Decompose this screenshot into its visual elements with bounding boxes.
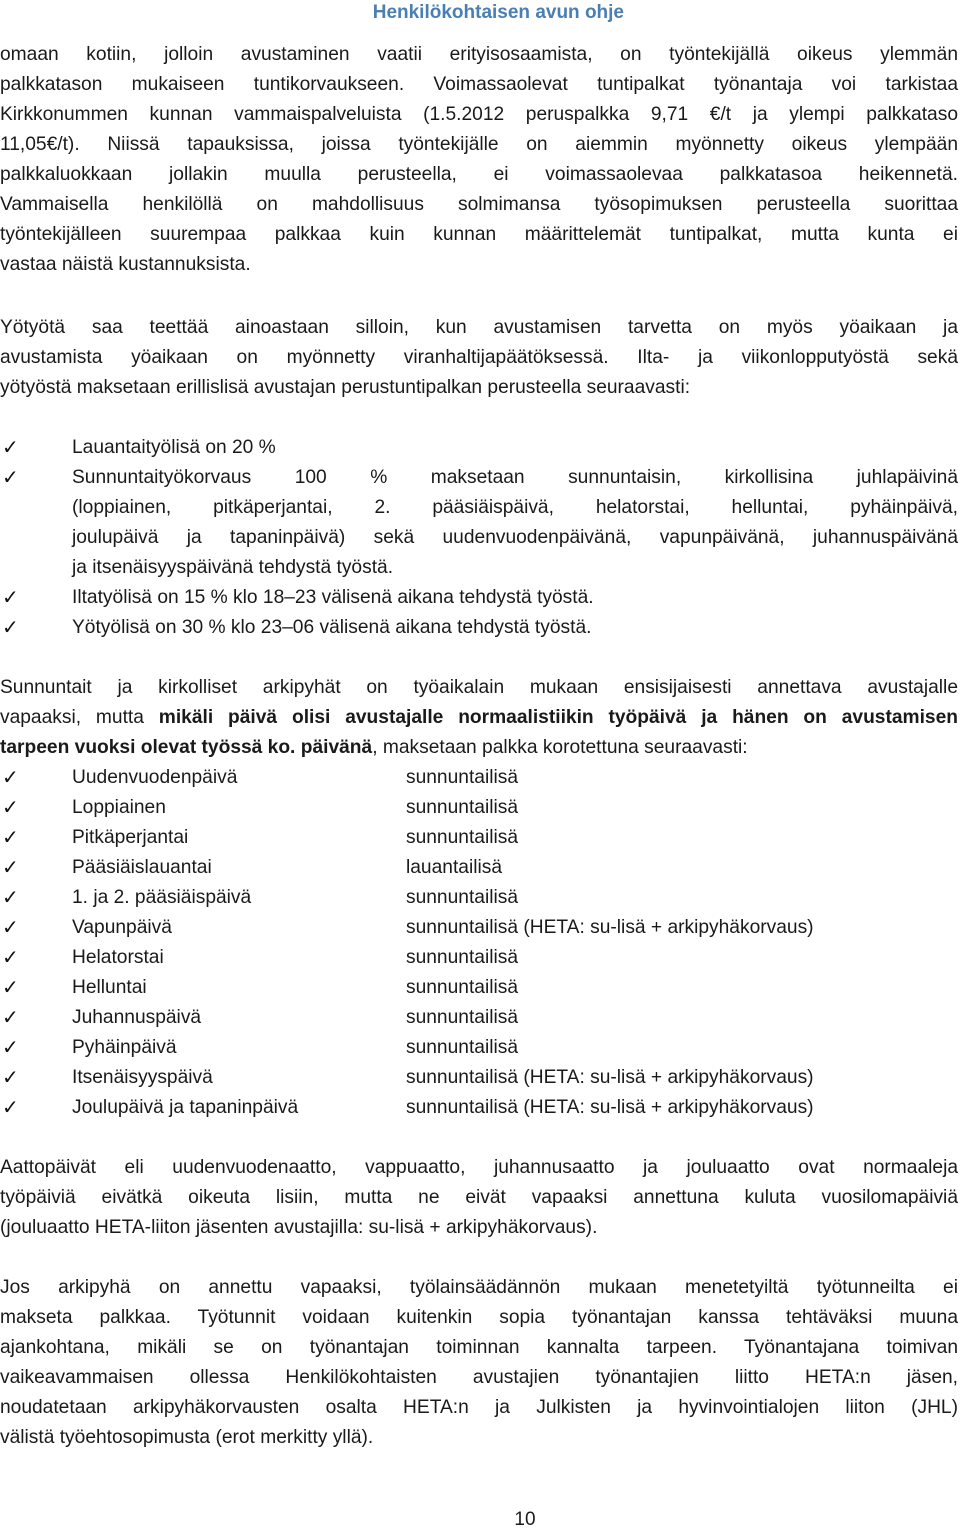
checklist-item [72, 583, 958, 613]
checklist-item [72, 433, 958, 463]
holiday-name: Itsenäisyyspäivä [72, 1067, 213, 1088]
para5-line: makseta palkkaa. Työtunnit voidaan kuitenkin sopia työnantajan kanssa tehtäväksi muuna [0, 1307, 958, 1328]
holiday-name: Vapunpäivä [72, 917, 172, 938]
checkmark-icon: ✓ [2, 827, 19, 849]
page-number: 10 [514, 1509, 536, 1530]
holiday-name: Pääsiäislauantai [72, 857, 212, 878]
holiday-supplement: sunnuntailisä [406, 827, 519, 848]
holiday-supplement: sunnuntailisä [406, 947, 519, 968]
holiday-name: Loppiainen [72, 797, 166, 818]
document-header-title: Henkilökohtaisen avun ohje [372, 2, 624, 23]
checklist-item-line: Sunnuntaityökorvaus 100 % maksetaan sunnuntaisin, kirkollisina juhlapäivinä [72, 467, 958, 488]
holiday-supplement: sunnuntailisä (HETA: su-lisä + arkipyhäkorvaus) [406, 917, 814, 938]
checkmark-icon: ✓ [2, 887, 19, 909]
holiday-supplement: sunnuntailisä (HETA: su-lisä + arkipyhäkorvaus) [406, 1097, 814, 1118]
holiday-name: Pitkäperjantai [72, 827, 189, 848]
para1-line: 11,05€/t). Niissä tapauksissa, joissa työntekijälle on aiemmin myönnetty oikeus ylempään [0, 134, 958, 155]
para3-line2-bold: mikäli päivä olisi avustajalle normaalistiikin työpäivä ja hänen on avustamisen [158, 707, 958, 728]
para5-line: välistä työehtosopimusta (erot merkitty yllä). [0, 1427, 374, 1448]
para1-line: Vammaisella henkilöllä on mahdollisuus solmimansa työsopimuksen perusteella suorittaa [0, 194, 958, 215]
checkmark-icon: ✓ [2, 587, 19, 609]
paragraph-night-work [0, 313, 958, 403]
checkmark-icon: ✓ [2, 767, 19, 789]
para3-line2: vapaaksi, mutta mikäli päivä olisi avustajalle normaalistiikin työpäivä ja hänen on avustamisen [0, 707, 958, 728]
para4-line: (jouluaatto HETA-liiton jäsenten avustajilla: su-lisä + arkipyhäkorvaus). [0, 1217, 598, 1238]
holiday-supplement: sunnuntailisä [406, 977, 519, 998]
checkmark-icon: ✓ [2, 1097, 19, 1119]
holiday-name: Helatorstai [72, 947, 164, 968]
checkmark-icon: ✓ [2, 947, 19, 969]
holiday-supplement: sunnuntailisä [406, 1037, 519, 1058]
para2-line: Yötyötä saa teettää ainoastaan silloin, kun avustamisen tarvetta on myös yöaikaan ja [0, 317, 958, 338]
holiday-supplement: sunnuntailisä [406, 887, 519, 908]
holiday-name: 1. ja 2. pääsiäispäivä [72, 887, 252, 908]
para5-line: ajankohtana, mikäli se on työnantajan toiminnan kannalta tarpeen. Työnantajana toimivan [0, 1337, 958, 1358]
checklist-item [72, 613, 958, 643]
checkmark-icon: ✓ [2, 437, 19, 459]
checkmark-icon: ✓ [2, 1007, 19, 1029]
checklist-item-line: joulupäivä ja tapaninpäivä) sekä uudenvuodenpäivänä, vapunpäivänä, juhannuspäivänä [72, 527, 958, 548]
checkmark-icon: ✓ [2, 467, 19, 489]
para5-line: noudatetaan arkipyhäkorvausten osalta HETA:n ja Julkisten ja hyvinvointialojen liiton (JHL) [0, 1397, 958, 1418]
para5-line: vaikeavammaisen ollessa Henkilökohtaisten avustajien työnantajien liitto HETA:n jäsen, [0, 1367, 958, 1388]
para1-line: omaan kotiin, jolloin avustaminen vaatii erityisosaamista, on työntekijällä oikeus ylemmän [0, 44, 958, 65]
para2-line: avustamista yöaikaan on myönnetty viranhaltijapäätöksessä. Ilta- ja viikonlopputyöstä sekä [0, 347, 958, 368]
holiday-supplement: sunnuntailisä [406, 797, 519, 818]
holiday-supplement: sunnuntailisä [406, 767, 519, 788]
holiday-name: Helluntai [72, 977, 147, 998]
checkmark-icon: ✓ [2, 917, 19, 939]
para4-line: Aattopäivät eli uudenvuodenaatto, vappuaatto, juhannusaatto ja jouluaatto ovat normaaleja [0, 1157, 958, 1178]
checkmark-icon: ✓ [2, 617, 19, 639]
para1-line: palkkatason mukaiseen tuntikorvaukseen. Voimassaolevat tuntipalkat työnantaja voi tarkistaa [0, 74, 958, 95]
holiday-supplement: sunnuntailisä [406, 1007, 519, 1028]
para1-line: palkkaluokkaan jollakin muulla perusteella, ei voimassaolevaa palkkatasoa heikennetä. [0, 164, 958, 185]
paragraph-eves [0, 1153, 958, 1243]
holiday-name: Uudenvuodenpäivä [72, 767, 238, 788]
checkmark-icon: ✓ [2, 1037, 19, 1059]
para5-line: Jos arkipyhä on annettu vapaaksi, työlainsäädännön mukaan menetetyiltä työtunneilta ei [0, 1277, 958, 1298]
para1-line: vastaa näistä kustannuksista. [0, 254, 251, 275]
checkmark-icon: ✓ [2, 977, 19, 999]
holiday-name: Juhannuspäivä [72, 1007, 202, 1028]
para3-line3: tarpeen vuoksi olevat työssä ko. päivänä, maksetaan palkka korotettuna seuraavasti: [0, 737, 748, 758]
holiday-supplement: sunnuntailisä (HETA: su-lisä + arkipyhäkorvaus) [406, 1067, 814, 1088]
para4-line: työpäiviä eivätkä oikeuta lisiin, mutta ne eivät vapaaksi annettuna kuluta vuosilomapäiviä [0, 1187, 958, 1208]
checkmark-icon: ✓ [2, 1067, 19, 1089]
para2-line: yötyöstä maksetaan erillislisä avustajan perustuntipalkan perusteella seuraavasti: [0, 377, 691, 398]
checklist-item-line: Iltatyölisä on 15 % klo 18–23 välisenä aikana tehdystä työstä. [72, 587, 594, 608]
para1-line: työntekijälleen suurempaa palkkaa kuin kunnan määrittelemät tuntipalkat, mutta kunta ei [0, 224, 958, 245]
checklist-item-line: (loppiainen, pitkäperjantai, 2. pääsiäispäivä, helatorstai, helluntai, pyhäinpäivä, [72, 497, 958, 518]
checklist-item-line: ja itsenäisyyspäivänä tehdystä työstä. [72, 557, 394, 578]
paragraph-arkipyha [0, 1273, 958, 1453]
paragraph-wage-levels [0, 40, 958, 280]
checkmark-icon: ✓ [2, 857, 19, 879]
checkmark-icon: ✓ [2, 797, 19, 819]
checklist-item-line: Yötyölisä on 30 % klo 23–06 välisenä aikana tehdystä työstä. [72, 617, 592, 638]
holiday-supplement: lauantailisä [406, 857, 503, 878]
holiday-name: Joulupäivä ja tapaninpäivä [72, 1097, 299, 1118]
checklist-item-line: Lauantaityölisä on 20 % [72, 437, 276, 458]
para3-line3-bold: tarpeen vuoksi olevat työssä ko. päivänä [0, 737, 373, 758]
checklist-item [72, 463, 958, 583]
para1-line: Kirkkonummen kunnan vammaispalveluista (1.5.2012 peruspalkka 9,71 €/t ja ylempi palkkataso [0, 104, 958, 125]
paragraph-holidays-intro [0, 673, 958, 763]
holiday-name: Pyhäinpäivä [72, 1037, 177, 1058]
para3-line1: Sunnuntait ja kirkolliset arkipyhät on työaikalain mukaan ensisijaisesti annettava avustajalle [0, 677, 958, 698]
